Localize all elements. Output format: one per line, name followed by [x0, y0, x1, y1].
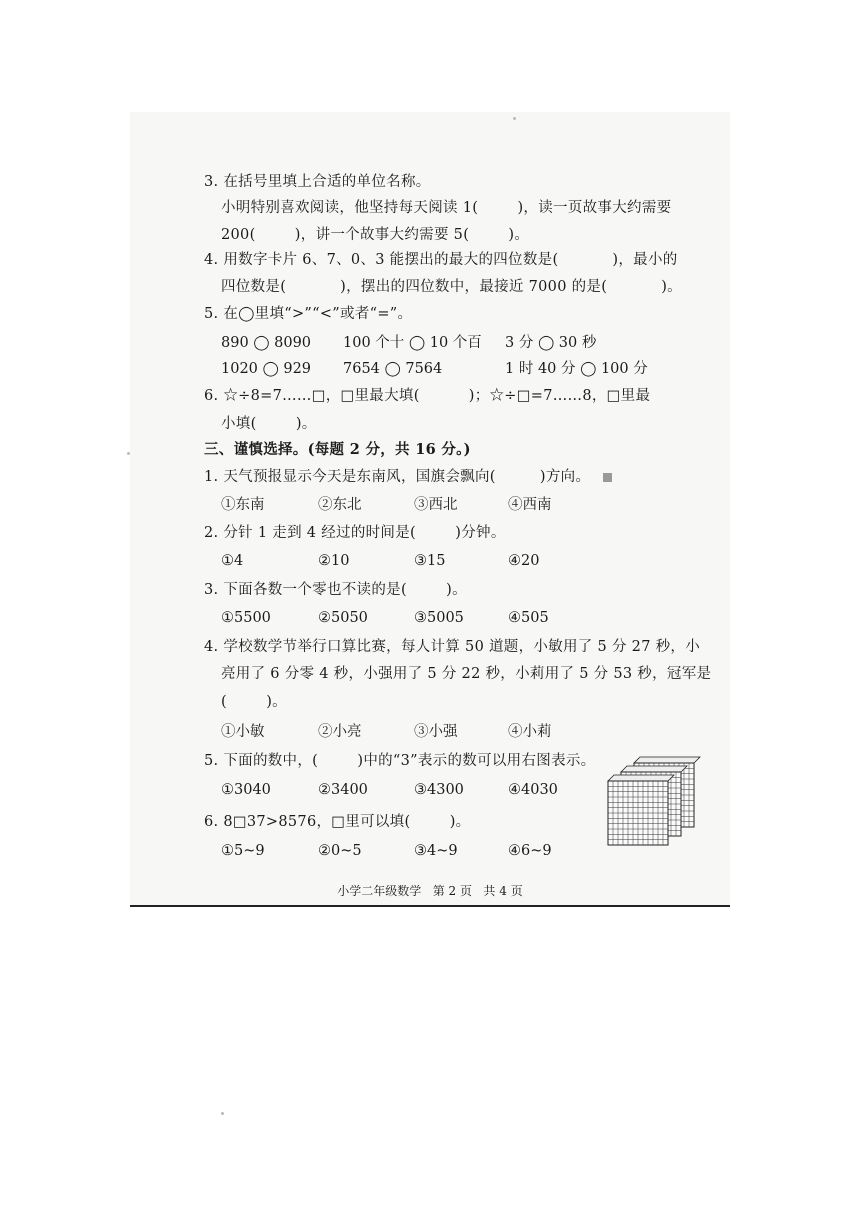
section-3-heading: 三、谨慎选择。(每题 2 分，共 16 分。)	[204, 441, 471, 458]
choice-option: ①5500	[221, 610, 271, 626]
choice-option: ④20	[508, 553, 540, 569]
cube-top	[634, 757, 700, 763]
choice-question-6: 6. 8□37>8576，□里可以填( )。	[204, 814, 471, 830]
compare-item: 7654 ◯ 7564	[343, 361, 443, 377]
question-6-line-2: 小填( )。	[221, 416, 317, 432]
question-4-line-2: 四位数是( )，摆出的四位数中，最接近 7000 的是( )。	[221, 279, 682, 295]
cube-top	[608, 775, 674, 781]
choice-option: ④西南	[508, 497, 552, 513]
choice-option: ④4030	[508, 782, 558, 798]
scan-speck	[513, 117, 516, 120]
compare-item: 1020 ◯ 929	[221, 361, 312, 377]
cube-face	[608, 781, 668, 845]
question-6-line-1: 6. ☆÷8=7……□，□里最大填( )；☆÷□=7……8，□里最	[204, 388, 651, 404]
choice-option: ③4300	[414, 782, 464, 798]
question-3-line-1: 小明特别喜欢阅读，他坚持每天阅读 1( )，读一页故事大约需要	[221, 200, 672, 216]
compare-item: 1 时 40 分 ◯ 100 分	[505, 361, 648, 377]
scan-speck	[127, 452, 130, 455]
choice-option: ①4	[221, 553, 244, 569]
bottom-rule	[130, 905, 730, 907]
choice-option: ②0~5	[318, 843, 362, 859]
choice-option: ①小敏	[221, 724, 265, 740]
question-4-line-1: 4. 用数字卡片 6、7、0、3 能摆出的最大的四位数是( )，最小的	[204, 252, 678, 268]
choice-option: ③小强	[414, 724, 458, 740]
choice-question-2: 2. 分针 1 走到 4 经过的时间是( )分钟。	[204, 525, 506, 541]
choice-option: ②东北	[318, 497, 362, 513]
question-3-line-2: 200( )，讲一个故事大约需要 5( )。	[221, 227, 530, 243]
question-3-title: 3. 在括号里填上合适的单位名称。	[204, 174, 431, 190]
choice-option: ④6~9	[508, 843, 552, 859]
choice-option: ③西北	[414, 497, 458, 513]
choice-question-4-line-1: 4. 学校数学节举行口算比赛，每人计算 50 道题，小敏用了 5 分 27 秒，小	[204, 639, 701, 655]
compare-item: 890 ◯ 8090	[221, 335, 312, 351]
question-5-title: 5. 在◯里填“>”“<”或者“=”。	[204, 306, 413, 322]
choice-option: ③5005	[414, 610, 464, 626]
choice-option: ④505	[508, 610, 549, 626]
choice-question-1: 1. 天气预报显示今天是东南风，国旗会飘向( )方向。	[204, 469, 591, 485]
choice-option: ②10	[318, 553, 350, 569]
choice-option: ①3040	[221, 782, 271, 798]
choice-option: ②5050	[318, 610, 368, 626]
compare-item: 3 分 ◯ 30 秒	[505, 335, 597, 351]
choice-question-4-line-3: ( )。	[221, 694, 287, 710]
choice-question-3: 3. 下面各数一个零也不读的是( )。	[204, 582, 467, 598]
scan-speck	[221, 1112, 224, 1115]
page-footer: 小学二年级数学 第 2 页 共 4 页	[337, 884, 523, 898]
choice-option: ④小莉	[508, 724, 552, 740]
thousand-cubes-figure	[604, 755, 704, 847]
compare-item: 100 个十 ◯ 10 个百	[343, 335, 482, 351]
choice-question-4-line-2: 亮用了 6 分零 4 秒，小强用了 5 分 22 秒，小莉用了 5 分 53 秒，冠军是	[221, 666, 712, 682]
choice-question-5: 5. 下面的数中，( )中的“3”表示的数可以用右图表示。	[204, 753, 596, 769]
choice-option: ②小亮	[318, 724, 362, 740]
choice-option: ③4~9	[414, 843, 458, 859]
cube-top	[621, 766, 687, 772]
choice-option: ②3400	[318, 782, 368, 798]
choice-option: ③15	[414, 553, 446, 569]
choice-option: ①5~9	[221, 843, 265, 859]
choice-option: ①东南	[221, 497, 265, 513]
scan-mark	[603, 473, 612, 482]
